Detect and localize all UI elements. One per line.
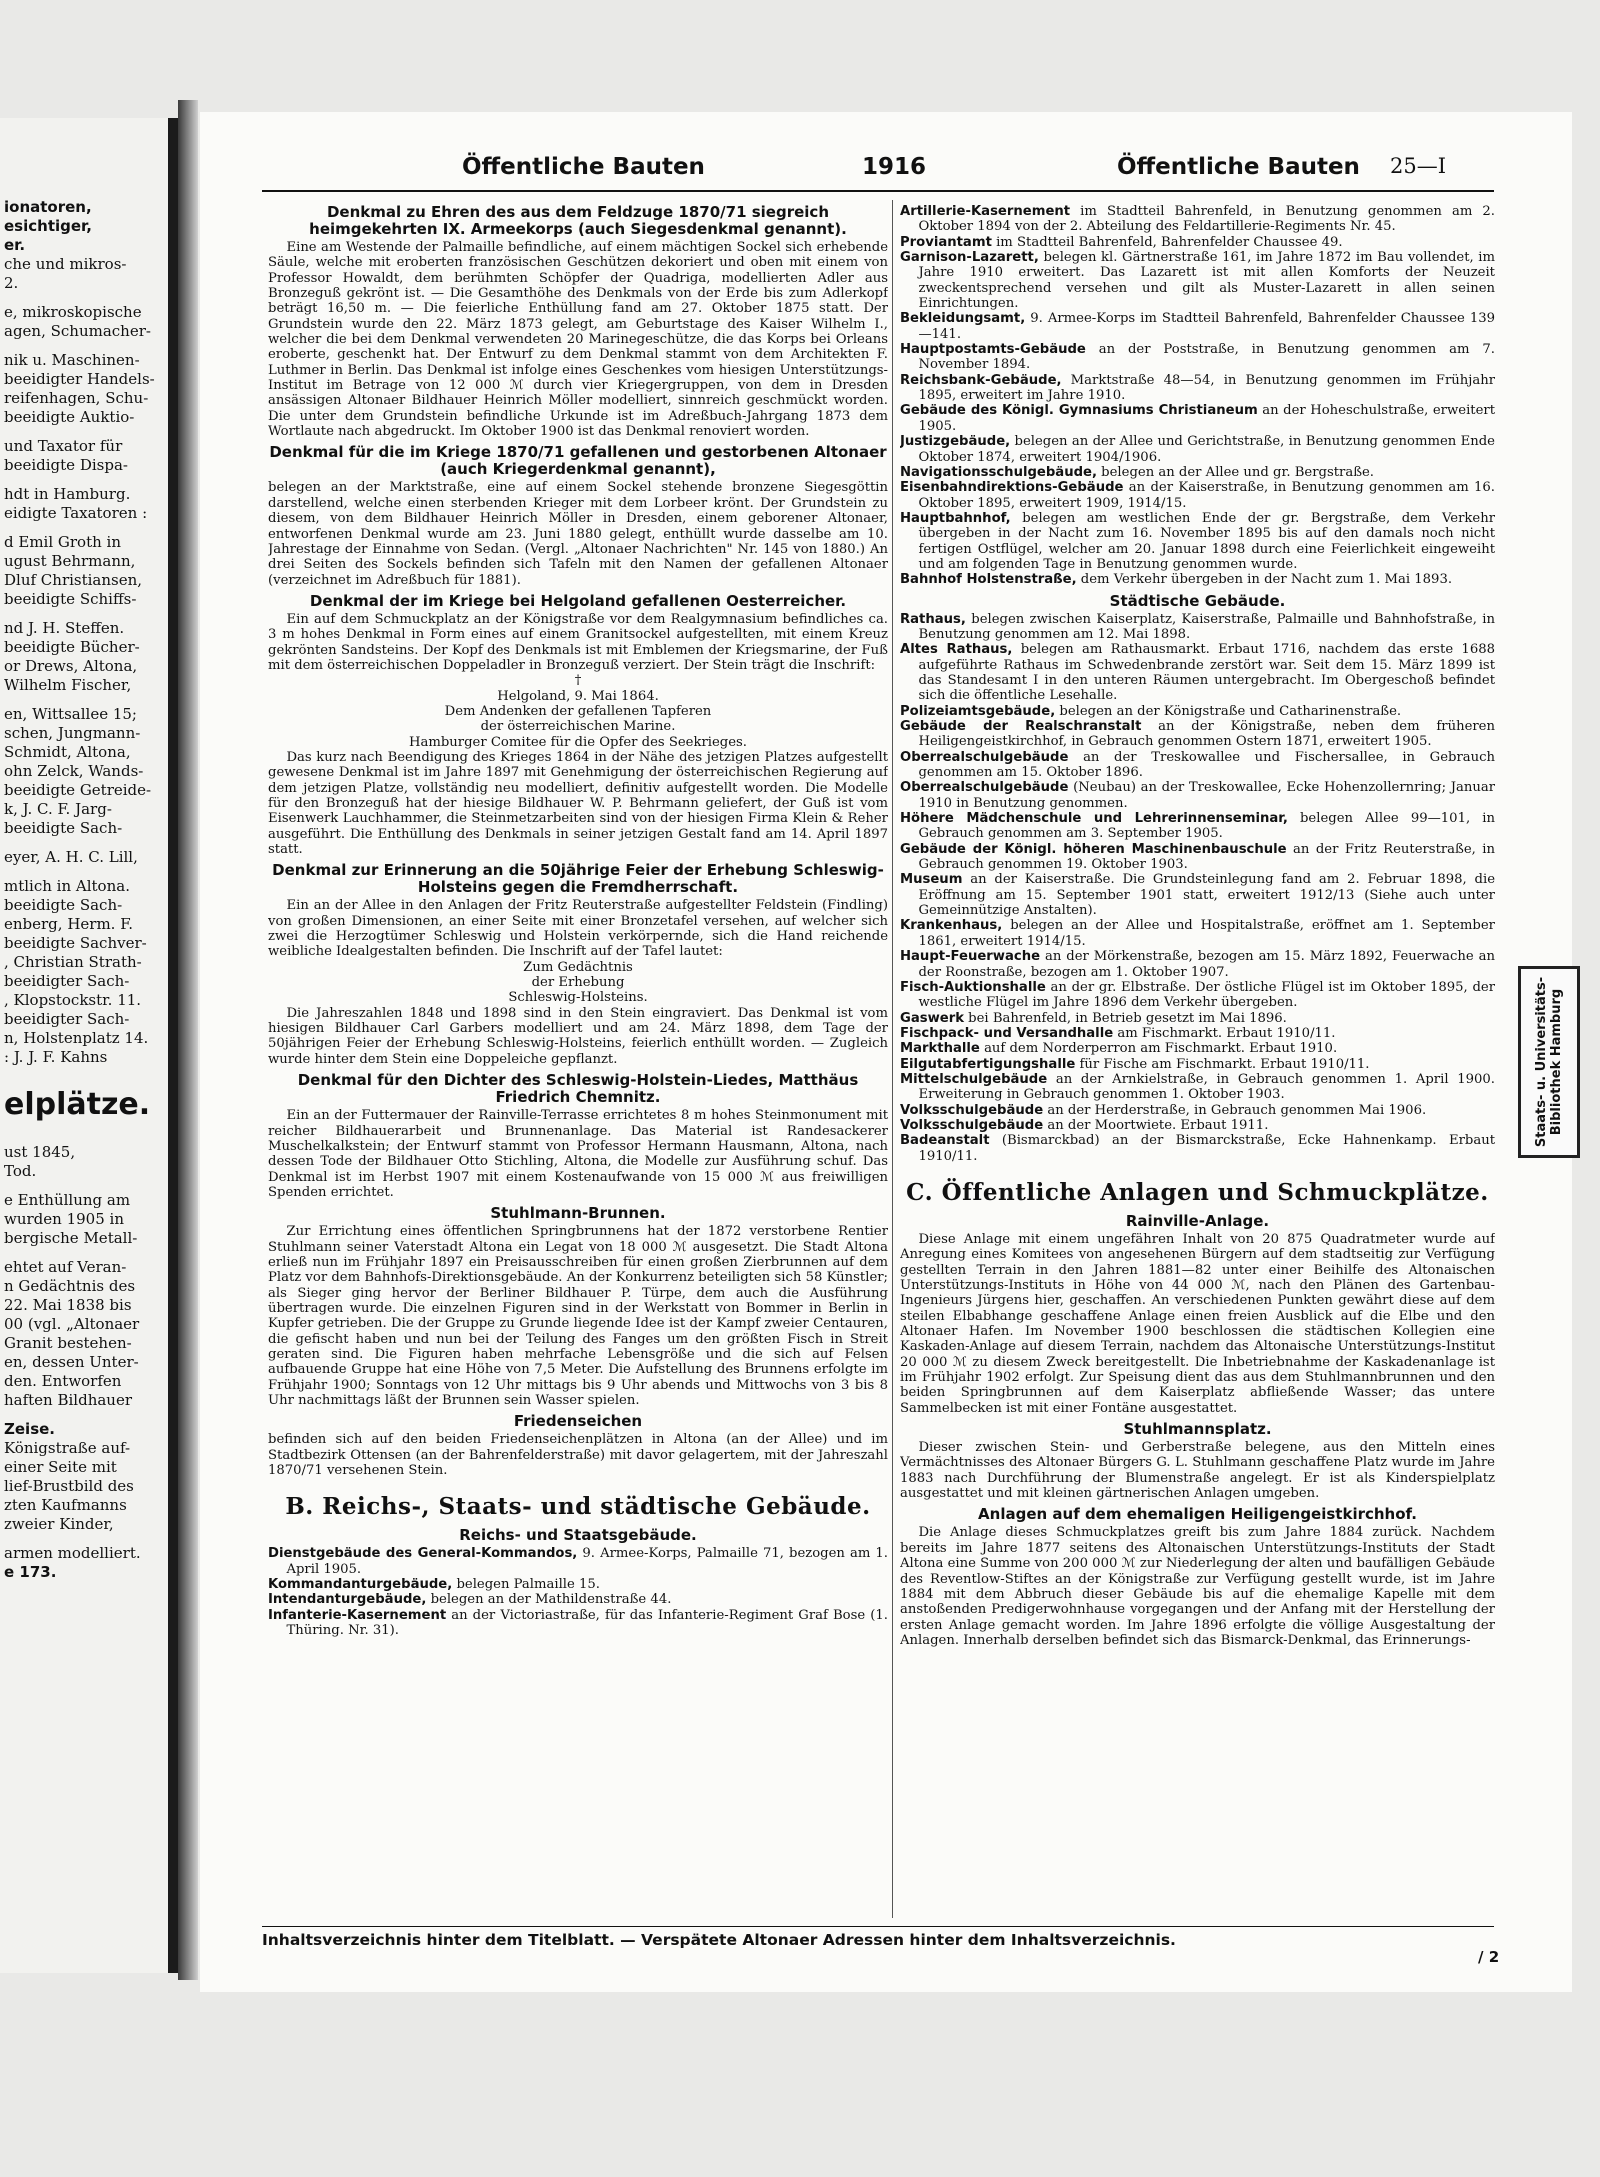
building-entry [900, 719, 1495, 750]
left-page-line: einer Seite mit [4, 1458, 117, 1476]
entry-name: Justizgebäude, [900, 434, 1011, 450]
entry-text: dem Verkehr übergeben in der Nacht zum 1. Mai 1893. [1076, 572, 1453, 588]
library-stamp [1518, 966, 1580, 1158]
entry-text: an der Poststraße, in Benutzung genommen am 7. November 1894. [918, 342, 1495, 373]
entry-text: belegen an der Allee und Hospitalstraße, eröffnet am 1. September 1861, erweitert 1914/15. [918, 918, 1495, 949]
building-entry [900, 1103, 1495, 1118]
building-entry [900, 918, 1495, 949]
building-entry [268, 1546, 888, 1577]
left-page-line: nik u. Maschinen- [4, 351, 140, 369]
left-page-line: Granit bestehen- [4, 1334, 132, 1352]
entry-text: 9. Armee-Korps im Stadtteil Bahrenfeld, Bahrenfelder Chaussee 139—141. [918, 311, 1495, 342]
left-page-line: che und mikros- [4, 255, 127, 273]
entry-name: Mittelschulgebäude [900, 1071, 1048, 1087]
building-entry [268, 1608, 888, 1639]
left-page-line: k, J. C. F. Jarg- [4, 800, 112, 818]
building-entry [900, 980, 1495, 1011]
left-page-line: Zeise. [4, 1420, 55, 1438]
building-entry [900, 311, 1495, 342]
entry-text: belegen an der Mathildenstraße 44. [426, 1592, 672, 1608]
entry-name: Garnison-Lazarett, [900, 250, 1039, 266]
entry-name: Artillerie-Kasernement [900, 204, 1071, 219]
building-entry [900, 1118, 1495, 1133]
left-page-line: 2. [4, 274, 19, 292]
header-left-title: Öffentliche Bauten [462, 154, 705, 180]
entry-text: belegen am Rathausmarkt. Erbaut 1716, nachdem das erste 1688 aufgeführte Rathaus im Schwedenbrande zerstört war. Seit dem 15. März 1899 ist das Standesamt I in den unteren Räumen untergebracht. Im Obergeschoß befindet sich die öffentliche Lesehalle. [918, 642, 1495, 704]
left-page-line: wurden 1905 in [4, 1210, 124, 1228]
inscription-line: Dem Andenken der gefallenen Tapferen [444, 703, 712, 719]
left-page-text [4, 198, 174, 1582]
inscription-line: Zum Gedächtnis [523, 959, 633, 975]
left-page-line: lief-Brustbild des [4, 1477, 134, 1495]
left-page-line: ust 1845, [4, 1143, 76, 1161]
book-gutter [178, 100, 198, 1980]
entry-name: Polizeiamtsgebäude, [900, 703, 1056, 719]
building-entry [900, 704, 1495, 719]
left-page-line: und Taxator für [4, 437, 123, 455]
entry-name: Bekleidungsamt, [900, 311, 1026, 327]
header-page-ref: 25—I [1390, 154, 1447, 178]
building-entry [900, 403, 1495, 434]
entry-name: Gaswerk [900, 1010, 964, 1026]
section-title: Denkmal für den Dichter des Schleswig-Holstein-Liedes, Matthäus Friedrich Chemnitz. [297, 1071, 859, 1107]
entry-text: (Neubau) an der Treskowallee, Ecke Hohenzollernring; Januar 1910 in Benutzung genommen. [918, 780, 1495, 811]
subsection-title: Städtische Gebäude. [1109, 591, 1286, 610]
section-title: Denkmal zur Erinnerung an die 50jährige Feier der Erhebung Schleswig-Holsteins gegen die Fremdherrschaft. [272, 861, 884, 897]
section-title: Denkmal für die im Kriege 1870/71 gefallenen und gestorbenen Altonaer (auch Kriegerdenkmal genannt), [269, 443, 887, 479]
inscription-line: Helgoland, 9. Mai 1864. [497, 688, 659, 704]
left-page-line: Wilhelm Fischer, [4, 676, 132, 694]
entry-name: Krankenhaus, [900, 918, 1003, 934]
left-page-line: zten Kaufmanns [4, 1496, 127, 1514]
section-text: befinden sich auf den beiden Friedenseichenplätzen in Altona (an der Allee) und im Stadtbezirk Ottensen (an der Bahrenfelderstraße) mit davor gelagertem, mit der Jahreszahl 1870/71 versehenen Stein. [268, 1432, 888, 1479]
building-entry [900, 642, 1495, 703]
entry-text: Marktstraße 48—54, in Benutzung genommen im Frühjahr 1895, erweitert im Jahre 1910. [918, 372, 1495, 404]
section-text: belegen an der Marktstraße, eine auf einem Sockel stehende bronzene Siegesgöttin darstellend, welche einen sterbenden Krieger mit dem Lorbeer krönt. Der Grundstein zu diesem, von dem Bildhauer Heinrich Möller in Dresden, einem geborener Altonaer, entworfenen Denkmal wurde am 23. Juni 1880 gelegt, enthüllt wurde dasselbe am 10. Jahrestage der Einnahme von Sedan. (Vergl. „Altonaer Nachrichten" Nr. 145 von 1880.) An drei Seiten des Sockels befinden sich Tafeln mit den Namen der gefallenen Altonaer (verzeichnet im Adreßbuch für 1881). [268, 480, 888, 588]
section-text: Das kurz nach Beendigung des Krieges 1864 in der Nähe des jetzigen Platzes aufgestellt gewesene Denkmal ist im Jahre 1897 mit Genehmigung der österreichischen Regierung auf dem jetzigen Platze, vollständig neu modelliert, definitiv aufgestellt worden. Die Modelle für den Bronzeguß hat der hiesige Bildhauer W. P. Behrmann geliefert, der Guß ist vom Eisenwerk Lauchhammer, die Steinmetzarbeiten sind von der hiesigen Firma Klein & Reher ausgeführt. Die Enthüllung des Denkmals in seiner jetzigen Gestalt fand am 14. April 1897 statt. [268, 749, 888, 858]
building-entry [900, 811, 1495, 842]
building-entry [900, 1041, 1495, 1056]
entry-name: Höhere Mädchenschule und Lehrerinnenseminar, [900, 811, 1288, 827]
entry-name: Gebäude der Königl. höheren Maschinenbauschule [900, 841, 1287, 857]
building-entry [900, 842, 1495, 873]
left-page-line: eyer, A. H. C. Lill, [4, 848, 138, 866]
left-page-line: en, Wittsallee 15; [4, 705, 137, 723]
inscription [268, 960, 888, 1006]
entry-name: Intendanturgebäude, [268, 1592, 427, 1608]
left-page-line: agen, Schumacher- [4, 322, 151, 340]
building-entry [900, 480, 1495, 511]
entry-name: Fischpack- und Versandhalle [900, 1025, 1114, 1041]
chapter-title: C. Öffentliche Anlagen und Schmuckplätze. [906, 1178, 1489, 1206]
left-page-line: , Klopstockstr. 11. [4, 991, 142, 1009]
building-entry [900, 872, 1495, 918]
entry-text: belegen kl. Gärtnerstraße 161, im Jahre 1872 im Bau vollendet, im Jahre 1910 erweitert. Das Lazarett ist mit allen Komforts der Neuzeit zweckentsprechend versehen und gilt als Muster-Lazarett in allen seinen Einrichtungen. [918, 250, 1495, 312]
entry-name: Bahnhof Holstenstraße, [900, 572, 1077, 588]
building-entry [900, 572, 1495, 587]
left-column [268, 204, 888, 1924]
section-text: Die Anlage dieses Schmuckplatzes greift bis zum Jahre 1884 zurück. Nachdem bereits im Jahre 1877 seitens des Altonaischen Unterstützungs-Instituts der Stadt Altona eine Summe von 200 000 ℳ zur Niederlegung der alten und baufälligen Gebäude des Reventlow-Stiftes an der Königstraße zur Verfügung gestellt wurde, ist im Jahre 1884 mit dem Abbruch dieser Gebäude bis auf die ehemalige Kapelle mit dem anstoßenden Predigerwohnhause vorgegangen und der Anfang mit der Herstellung der ersten Anlage gemacht worden. Im Jahre 1896 erfolgte die völlige Ausgestaltung der Anlagen. Innerhalb derselben befindet sich das Bismarck-Denkmal, das Erinnerungs- [900, 1525, 1495, 1648]
entry-text: (Bismarckbad) an der Bismarckstraße, Ecke Hahnenkamp. Erbaut 1910/11. [918, 1133, 1495, 1164]
left-page-line: beeidigte Bücher- [4, 638, 140, 656]
inscription-line: der Erhebung [531, 975, 625, 991]
left-page-line: e Enthüllung am [4, 1191, 131, 1209]
building-entry [900, 612, 1495, 643]
entry-text: belegen Allee 99—101, in Gebrauch genommen am 3. September 1905. [918, 811, 1495, 842]
entry-text: auf dem Norderperron am Fischmarkt. Erbaut 1910. [979, 1041, 1338, 1057]
left-page-line: ionatoren, [4, 198, 92, 216]
building-entry [900, 750, 1495, 781]
section-text: Die Jahreszahlen 1848 und 1898 sind in den Stein eingraviert. Das Denkmal ist vom hiesigen Bildhauer Carl Garbers modelliert und am 24. März 1898, dem Tage der 50jährigen Feier der Erhebung Schleswig-Holsteins, feierlich enthüllt worden. — Zugleich wurde hinter dem Stein eine Doppeleiche gepflanzt. [268, 1005, 888, 1067]
entry-text: an der Herderstraße, in Gebrauch genommen Mai 1906. [1043, 1102, 1427, 1118]
entry-name: Hauptbahnhof, [900, 510, 1011, 526]
entry-list [900, 204, 1495, 588]
entry-name: Infanterie-Kasernement [268, 1607, 447, 1623]
left-page-line: , Christian Strath- [4, 953, 142, 971]
entry-name: Oberrealschulgebäude [900, 749, 1069, 765]
left-page-line: beeidigter Sach- [4, 1010, 130, 1028]
entry-text: für Fische am Fischmarkt. Erbaut 1910/11. [1075, 1056, 1370, 1072]
left-page-line: Tod. [4, 1162, 37, 1180]
page-number: / 2 [1478, 1948, 1500, 1966]
subsection-title: Reichs- und Staatsgebäude. [459, 1526, 697, 1545]
stamp-line: Staats- u. Universitäts- [1534, 976, 1549, 1148]
inscription-line: Schleswig-Holsteins. [508, 990, 648, 1006]
left-page-line: beeidigte Dispa- [4, 456, 128, 474]
left-page-line: armen modelliert. [4, 1544, 141, 1562]
entry-name: Gebäude des Königl. Gymnasiums Christianeum [900, 403, 1258, 419]
building-entry [900, 465, 1495, 480]
left-page-line: beeidigter Sach- [4, 972, 130, 990]
left-page-line: reifenhagen, Schu- [4, 389, 149, 407]
entry-name: Markthalle [900, 1041, 980, 1057]
building-entry [900, 250, 1495, 311]
left-page-line: Dluf Christiansen, [4, 571, 143, 589]
left-page-line: 00 (vgl. „Altonaer [4, 1315, 140, 1333]
entry-text: belegen an der Allee und gr. Bergstraße. [1096, 464, 1375, 480]
entry-name: Oberrealschulgebäude [900, 780, 1069, 796]
section-text: Diese Anlage mit einem ungefähren Inhalt von 20 875 Quadratmeter wurde auf Anregung eines Komitees von angesehenen Bürgern auf dem stadtseitig zur Verfügung gestellten Terrain in den Jahren 1881—82 unter einer Beihilfe des Altonaischen Unterstützungs-Instituts in Höhe von 44 000 ℳ, nach den Plänen des Gartenbau-Ingenieurs Jürgens hier, geschaffen. An verschiedenen Punkten gewährt diese auf dem steilen Elbabhange geschaffene Anlage einen freien Ausblick auf die Elbe und den Altonaer Hafen. Im November 1900 beschlossen die städtischen Kollegien eine Kaskaden-Anlage auf diesem Terrain, nachdem das Altonaische Unterstützungs-Institut 20 000 ℳ zu diesem Zweck bereitgestellt. Die Inbetriebnahme der Kaskadenanlage ist im Frühjahr 1902 erfolgt. Zur Speisung dient das aus dem Stuhlmannbrunnen und den beiden Springbrunnen auf dem Kaiserplatz abfließende Wasser; das untere Sammelbecken ist mit einer Fontäne ausgestattet. [900, 1231, 1495, 1416]
building-entry [900, 1057, 1495, 1072]
building-entry [900, 1011, 1495, 1026]
header-right-title: Öffentliche Bauten [1117, 154, 1360, 180]
left-page-line: n Gedächtnis des [4, 1277, 136, 1295]
section-text: Zur Errichtung eines öffentlichen Springbrunnens hat der 1872 verstorbene Rentier Stuhlmann seiner Vaterstadt Altona ein Legat von 18 000 ℳ ausgesetzt. Die Stadt Altona erließ nun im Frühjahr 1897 ein Preisausschreiben für einen großen Zierbrunnen auf dem Platz vor dem Bahnhofs-Direktionsgebäude. An der Konkurrenz beteiligten sich 58 Künstler; als Sieger ging hervor der Berliner Bildhauer P. Türpe, dem auch die Ausführung übertragen wurde. Die einzelnen Figuren sind in der Werkstatt von Bommer in Berlin in Kupfer getrieben. Die der Gruppe zu Grunde liegende Idee ist der Kampf zweier Centauren, die gefischt haben und nun bei der Teilung des Fanges um den größten Fisch in Streit geraten sind. Die Figuren haben mehrfache Lebensgröße und die sich auf Felsen aufbauende Gruppe hat eine Höhe von 7,5 Meter. Die Aufstellung des Brunnens erfolgte im Frühjahr 1900; Sonntags von 12 Uhr mittags bis 9 Uhr abends und Mittwochs von 3 bis 8 Uhr nachmittags läßt der Brunnen sein Wasser spielen. [268, 1224, 888, 1408]
left-page-line: esichtiger, [4, 217, 92, 235]
entry-name: Badeanstalt [900, 1133, 990, 1149]
left-page-line: 22. Mai 1838 bis [4, 1296, 132, 1314]
entry-name: Kommandanturgebäude, [268, 1577, 453, 1593]
entry-name: Museum [900, 872, 963, 888]
left-page-line: or Drews, Altona, [4, 657, 138, 675]
left-page-line: Königstraße auf- [4, 1439, 131, 1457]
entry-text: belegen am westlichen Ende der gr. Bergstraße, dem Verkehr übergeben in der Nacht zum 16. November 1895 bis auf den damals noch nicht fertigen Ostflügel, welcher am 20. Januar 1898 durch eine Feierlichkeit eingeweiht und am folgenden Tage in Benutzung genommen wurde. [918, 510, 1495, 572]
left-page-line: mtlich in Altona. [4, 877, 130, 895]
entry-text: an der Hoheschulstraße, erweitert 1905. [918, 403, 1495, 434]
left-page-line: beeidigter Handels- [4, 370, 155, 388]
inscription-line: Hamburger Comitee für die Opfer des Seekrieges. [408, 734, 748, 750]
section-text: Ein an der Futtermauer der Rainville-Terrasse errichtetes 8 m hohes Steinmonument mit reicher Bildhauerarbeit und Brunnenanlage. Das Material ist Randesackerer Muschelkalkstein; der Entwurf stammt von Professor Hermann Hausmann, Altona, nach dessen Tode der Bildhauer Otto Stichling, Altona, die Modelle zur Ausführung schuf. Das Denkmal ist im Herbst 1907 mit einem Kostenaufwande von 15 000 ℳ aus freiwilligen Spenden errichtet. [268, 1108, 888, 1200]
entry-text: an der Treskowallee und Fischersallee, in Gebrauch genommen am 15. Oktober 1896. [918, 749, 1495, 781]
building-entry [900, 235, 1495, 250]
left-page-line: beeidigte Getreide- [4, 781, 152, 799]
left-page-line: elplätze. [4, 1087, 151, 1122]
section-text: Dieser zwischen Stein- und Gerberstraße belegene, aus den Mitteln eines Vermächtnisses des Altonaer Bürgers G. L. Stuhlmann geschaffene Platz wurde im Jahre 1883 nach Durchführung der Blumenstraße angelegt. Er ist als Kinderspielplatz ausgestattet und mit kleinen gärtnerischen Anlagen umgeben. [900, 1440, 1495, 1502]
entry-name: Altes Rathaus, [900, 642, 1013, 658]
entry-name: Dienstgebäude des General-Kommandos, [268, 1546, 578, 1562]
section-title: Rainville-Anlage. [1125, 1211, 1270, 1230]
left-page-line: beeidigte Schiffs- [4, 590, 137, 608]
header-year: 1916 [862, 154, 927, 180]
section-title: Denkmal zu Ehren des aus dem Feldzuge 1870/71 siegreich heimgekehrten IX. Armeekorps (auch Siegesdenkmal genannt). [309, 204, 847, 238]
entry-text: an der Victoriastraße, für das Infanterie-Regiment Graf Bose (1. Thüring. Nr. 31). [286, 1607, 888, 1639]
entry-text: an der Kaiserstraße, in Benutzung genommen am 16. Oktober 1895, erweitert 1909, 1914/15. [918, 480, 1495, 511]
building-entry [900, 204, 1495, 235]
section-text: Ein an der Allee in den Anlagen der Fritz Reuterstraße aufgestellter Feldstein (Findling) von großen Dimensionen, an einer Seite mit einer Bronzetafel versehen, auf welcher sich zwei die Herzogtümer Schleswig und Holstein verkörpernde, sich die Hand reichende weibliche Idealgestalten befinden. Die Inschrift auf der Tafel lautet: [268, 898, 888, 960]
entry-text: belegen zwischen Kaiserplatz, Kaiserstraße, Palmaille und Bahnhofstraße, in Benutzung genommen am 12. Mai 1898. [918, 611, 1495, 642]
column-divider [892, 200, 893, 1918]
entry-name: Navigationsschulgebäude, [900, 464, 1097, 480]
entry-text: an der Mörkenstraße, bezogen am 15. März 1892, Feuerwache an der Roonstraße, bezogen am 1. Oktober 1907. [918, 949, 1495, 980]
left-page-line: en, dessen Unter- [4, 1353, 139, 1371]
building-entry [900, 373, 1495, 404]
left-page-line: hdt in Hamburg. [4, 485, 131, 503]
entry-text: belegen an der Königstraße und Catharinenstraße. [1055, 703, 1402, 719]
page-footer: Inhaltsverzeichnis hinter dem Titelblatt. — Verspätete Altonaer Adressen hinter dem Inhaltsverzeichnis. [262, 1926, 1494, 1949]
entry-name: Volksschulgebäude [900, 1117, 1044, 1133]
stamp-line: Bibliothek Hamburg [1549, 988, 1564, 1136]
entry-name: Gebäude der Realschranstalt [900, 719, 1142, 734]
left-page-line: d Emil Groth in [4, 533, 122, 551]
left-page-line: beeidigte Sachver- [4, 934, 147, 952]
section-text: Eine am Westende der Palmaille befindliche, auf einem mächtigen Sockel sich erhebende Säule, welche mit eroberten französischen Geschützen dekoriert und oben mit einem von Professor Howaldt, dem berühmten Schöpfer der Quadriga, modellierten Adler aus Bronzeguß gekrönt ist. — Die Gesamthöhe des Denkmals von der Erde bis zum Adlerkopf beträgt 16,50 m. — Die feierliche Enthüllung fand am 27. Oktober 1875 statt. Der Grundstein wurde den 22. März 1873 gelegt, am Geburtstage des Kaiser Wilhelm I., welcher die bei dem Denkmal verwendeten 20 Marinegeschütze, die das Korps bei Orleans eroberte, geschenkt hat. Der Entwurf zu dem Denkmal stammt von dem Architekten F. Luthmer in Berlin. Das Denkmal ist infolge eines Geschenkes vom hiesigen Unterstützungs-Institut im Betrage von 12 000 ℳ durch vier Kriegergruppen, von dem in Dresden ansässigen Altonaer Bildhauer Heinrich Möller modelliert, sinnreich geschmückt worden. Die unter dem Grundstein befindliche Urkunde ist im Adreßbuch-Jahrgang 1873 dem Wortlaute nach abgedruckt. Im Oktober 1900 ist das Denkmal renoviert worden. [268, 240, 888, 440]
left-page-line: haften Bildhauer [4, 1391, 133, 1409]
left-page-line: n, Holstenplatz 14. [4, 1029, 149, 1047]
section-text: Ein auf dem Schmuckplatz an der Königstraße vor dem Realgymnasium befindliches ca. 3 m hohes Denkmal in Form eines auf einem Granitsockel aufgestellten, mit einem Kreuz gekrönten Sandsteins. Der Kopf des Denkmals ist mit Emblemen der Kriegsmarine, der Fuß mit dem österreichischen Doppeladler in Bronzeguß verziert. Der Stein trägt die Inschrift: [268, 611, 888, 673]
entry-list [268, 1546, 888, 1638]
inscription-line: der österreichischen Marine. [480, 719, 676, 735]
entry-text: an der Fritz Reuterstraße, in Gebrauch genommen 19. Oktober 1903. [918, 841, 1495, 873]
building-entry [900, 1133, 1495, 1164]
section-title: Anlagen auf dem ehemaligen Heiligengeistkirchhof. [978, 1505, 1417, 1524]
left-page-line: e, mikroskopische [4, 303, 142, 321]
building-entry [900, 511, 1495, 572]
left-page-line: bergische Metall- [4, 1229, 138, 1247]
entry-name: Volksschulgebäude [900, 1102, 1044, 1118]
entry-name: Eisenbahndirektions-Gebäude [900, 480, 1124, 496]
left-page-line: zweier Kinder, [4, 1515, 114, 1533]
left-page-line: : J. J. F. Kahns [4, 1048, 108, 1066]
left-page-line: beeidigte Auktio- [4, 408, 135, 426]
left-page-line: er. [4, 236, 26, 254]
left-page-line: Schmidt, Altona, [4, 743, 131, 761]
entry-text: belegen Palmaille 15. [452, 1577, 600, 1593]
entry-text: an der gr. Elbstraße. Der östliche Flügel ist im Oktober 1895, der westliche Flügel im Jahre 1896 dem Verkehr übergeben. [918, 979, 1495, 1011]
stamp-text [1534, 977, 1564, 1147]
section-title: Denkmal der im Kriege bei Helgoland gefallenen Oesterreicher. [309, 591, 847, 610]
entry-name: Haupt-Feuerwache [900, 949, 1041, 965]
left-page-line: ugust Behrmann, [4, 552, 136, 570]
left-page-line: enberg, Herm. F. [4, 915, 134, 933]
entry-name: Fisch-Auktionshalle [900, 979, 1046, 995]
left-page-line: ohn Zelck, Wands- [4, 762, 144, 780]
building-entry [900, 780, 1495, 811]
entry-text: am Fischmarkt. Erbaut 1910/11. [1113, 1025, 1336, 1041]
entry-text: belegen an der Allee und Gerichtstraße, in Benutzung genommen Ende Oktober 1874, erweitert 1904/1906. [918, 434, 1495, 465]
entry-list [900, 612, 1495, 1164]
section-title: Stuhlmannsplatz. [1123, 1420, 1272, 1439]
left-page-line: ehtet auf Veran- [4, 1258, 127, 1276]
chapter-title: B. Reichs-, Staats- und städtische Gebäude. [285, 1493, 871, 1521]
building-entry [268, 1592, 888, 1607]
inscription [268, 673, 888, 750]
building-entry [268, 1577, 888, 1592]
building-entry [900, 1026, 1495, 1041]
section-title: Friedenseichen [513, 1412, 643, 1431]
entry-name: Reichsbank-Gebäude, [900, 372, 1062, 388]
left-page-fragment [0, 118, 178, 1973]
building-entry [900, 949, 1495, 980]
entry-text: an der Kaiserstraße. Die Grundsteinlegung fand am 2. Februar 1898, die Eröffnung am 15. September 1901 statt, erweitert 1912/13 (Siehe auch unter Gemeinnützige Anstalten). [918, 872, 1495, 919]
entry-text: 9. Armee-Korps, Palmaille 71, bezogen am 1. April 1905. [286, 1546, 888, 1577]
building-entry [900, 342, 1495, 373]
entry-text: im Stadtteil Bahrenfeld, Bahrenfelder Chaussee 49. [991, 234, 1343, 250]
entry-name: Rathaus, [900, 611, 966, 627]
building-entry [900, 1072, 1495, 1103]
entry-name: Proviantamt [900, 234, 992, 250]
building-entry [900, 434, 1495, 465]
left-page-line: nd J. H. Steffen. [4, 619, 125, 637]
entry-name: Hauptpostamts-Gebäude [900, 342, 1086, 358]
page-header [262, 150, 1494, 192]
left-page-line: den. Entworfen [4, 1372, 122, 1390]
section-title: Stuhlmann-Brunnen. [490, 1204, 666, 1223]
entry-name: Eilgutabfertigungshalle [900, 1056, 1076, 1072]
entry-text: im Stadtteil Bahrenfeld, in Benutzung genommen am 2. Oktober 1894 von der 2. Abteilung des Feldartillerie-Regiments Nr. 45. [918, 204, 1495, 235]
entry-text: an der Moortwiete. Erbaut 1911. [1043, 1117, 1269, 1133]
inscription-line: † [574, 673, 582, 689]
left-page-line: beeidigte Sach- [4, 896, 123, 914]
left-page-line: schen, Jungmann- [4, 724, 141, 742]
entry-text: an der Königstraße, neben dem früheren Heiligengeistkirchhof, in Gebrauch genommen Ostern 1871, erweitert 1905. [918, 719, 1495, 750]
left-page-line: eidigte Taxatoren : [4, 504, 148, 522]
right-column [900, 204, 1495, 1924]
left-page-line: beeidigte Sach- [4, 819, 123, 837]
entry-text: an der Arnkielstraße, in Gebrauch genommen 1. April 1900. Erweiterung in Gebrauch genommen 1. Oktober 1903. [918, 1071, 1495, 1103]
left-page-line: e 173. [4, 1563, 57, 1581]
entry-text: bei Bahrenfeld, in Betrieb gesetzt im Mai 1896. [963, 1010, 1287, 1026]
